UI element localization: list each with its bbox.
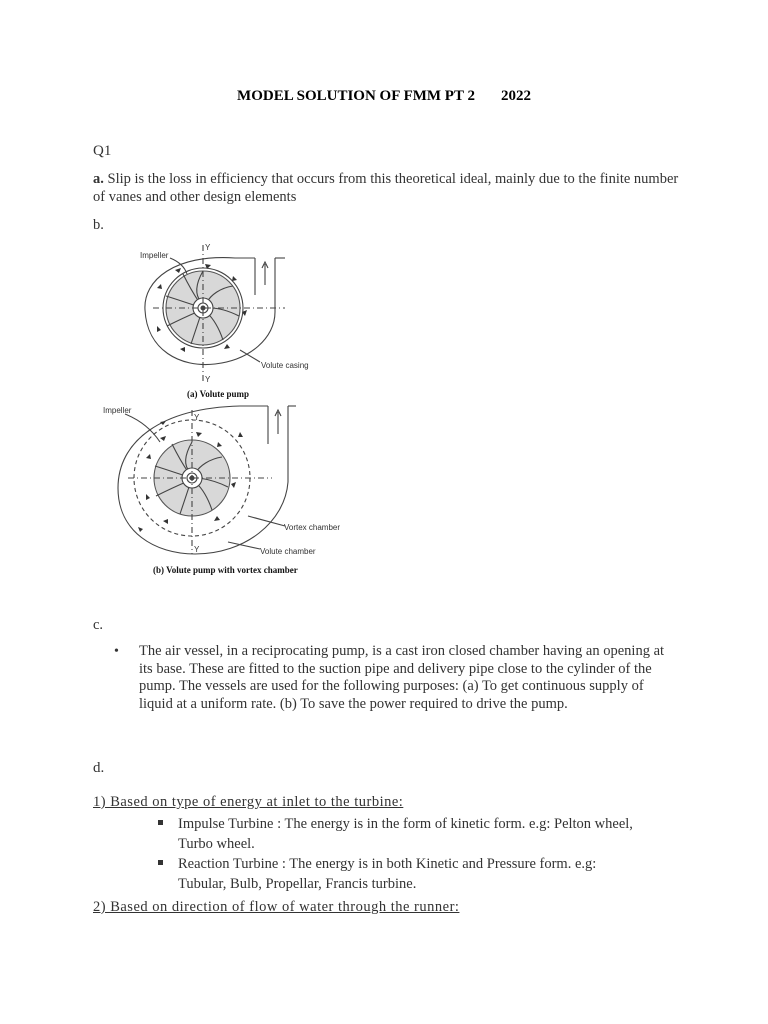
list-item-text: Impulse Turbine : The energy is in the form of kinetic form. e.g: Pelton wheel, Turbo wheel.: [178, 816, 633, 852]
volute-chamber-label: Volute chamber: [260, 547, 316, 556]
impeller-label-a: Impeller: [140, 251, 169, 260]
section-heading-energy: 1) Based on type of energy at inlet to the turbine:: [93, 794, 404, 810]
answer-a-text: Slip is the loss in efficiency that occurs from this theoretical ideal, mainly due to the finite number of vanes and other design elements: [93, 171, 679, 205]
answer-b-label: b.: [93, 217, 104, 233]
figure-a-caption: (a) Volute pump: [187, 389, 250, 399]
list-item: [178, 814, 638, 854]
title-text: MODEL SOLUTION OF FMM PT 2: [237, 88, 475, 104]
list-item: [178, 854, 638, 894]
volute-pump-figure: [135, 240, 325, 405]
bullet-dot: •: [114, 644, 119, 659]
answer-c-label: c.: [93, 617, 104, 633]
title-year: 2022: [500, 88, 531, 104]
impeller-label-b: Impeller: [103, 406, 132, 415]
bullet-square-icon: [158, 860, 163, 865]
answer-c-text: The air vessel, in a reciprocating pump, is a cast iron closed chamber having an opening at its base. These are fitted to the suction pipe and delivery pipe close to the cylinder of the pump. The vessels are used for the following purposes: (a) To get continuous supply of liquid at a uniform rate. (b) To save the power required to drive the pump.: [139, 643, 665, 712]
y-axis-bottom-a: Y: [205, 375, 211, 384]
bullet-square-icon: [158, 820, 163, 825]
document-title: [0, 88, 768, 105]
figure-b-caption: (b) Volute pump with vortex chamber: [153, 565, 298, 575]
vortex-pump-figure: [100, 402, 350, 580]
y-axis-top-b: Y: [194, 413, 200, 422]
list-item-text: Reaction Turbine : The energy is in both Kinetic and Pressure form. e.g: Tubular, Bulb, Propellar, Francis turbine.: [178, 856, 597, 892]
answer-a-label: a.: [93, 171, 104, 187]
turbine-type-list: [178, 814, 638, 894]
y-axis-bottom-b: Y: [194, 545, 200, 554]
question-label: Q1: [93, 143, 112, 159]
section-heading-flow: 2) Based on direction of flow of water through the runner:: [93, 899, 460, 915]
answer-d-label: d.: [93, 760, 105, 776]
answer-c-bullet: [114, 643, 674, 713]
y-axis-top-a: Y: [205, 243, 211, 252]
vortex-chamber-label: Vortex chamber: [284, 523, 341, 532]
answer-a: [93, 171, 683, 206]
volute-casing-label: Volute casing: [261, 361, 309, 370]
